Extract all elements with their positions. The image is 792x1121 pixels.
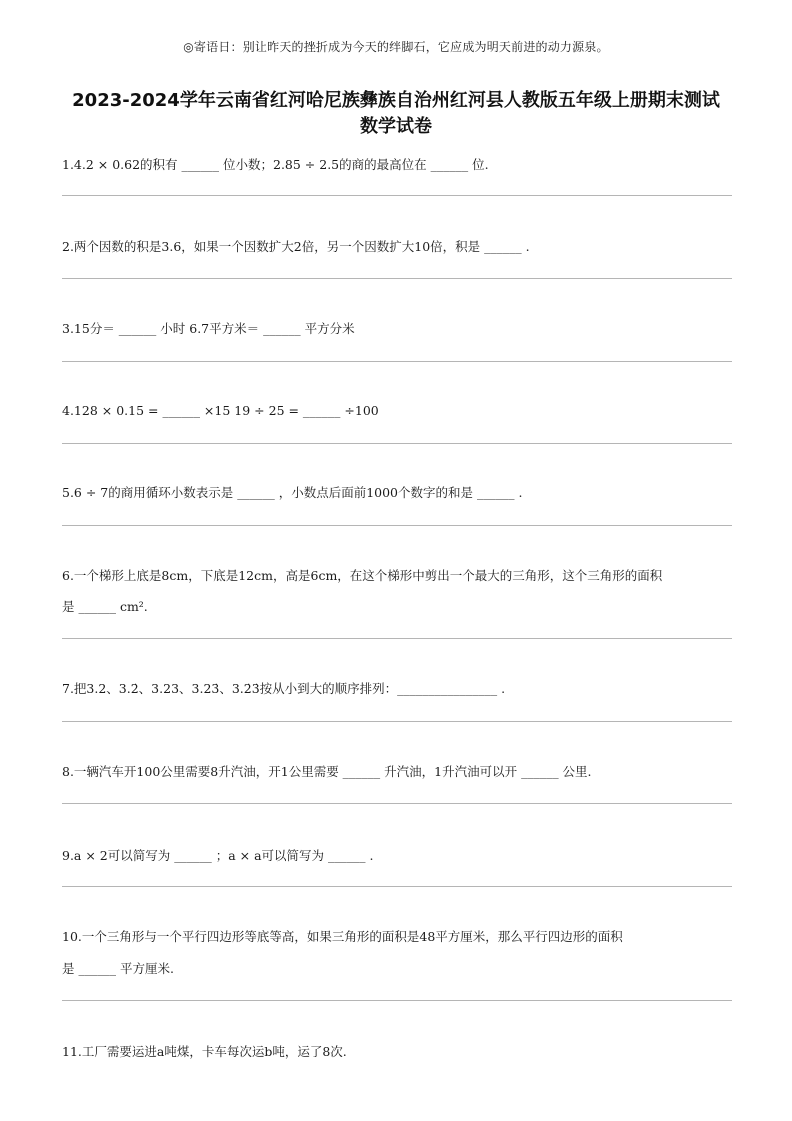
- question-9: 9.a × 2可以简写为 ______ ；a × a可以简写为 ______ .: [62, 848, 374, 863]
- answer-line: [62, 638, 732, 639]
- question-5: 5.6 ÷ 7的商用循环小数表示是 ______ ，小数点后面前1000个数字的和是 ______ .: [62, 485, 523, 500]
- answer-line: [62, 721, 732, 722]
- answer-line: [62, 443, 732, 444]
- answer-line: [62, 361, 732, 362]
- title-line-2: 数学试卷: [360, 116, 432, 137]
- answer-line: [62, 803, 732, 804]
- question-4: 4.128 × 0.15 = ______ ×15 19 ÷ 25 = ______ ÷100: [62, 403, 379, 418]
- answer-line: [62, 886, 732, 887]
- question-8: 8.一辆汽车开100公里需要8升汽油，开1公里需要 ______ 升汽油，1升汽油可以开 ______ 公里.: [62, 764, 592, 779]
- page-title: [20, 88, 772, 140]
- motto-banner: ◎寄语日：别让昨天的挫折成为今天的绊脚石，它应成为明天前进的动力源泉。: [183, 40, 609, 54]
- question-10-continued: 是 ______ 平方厘米.: [62, 961, 174, 976]
- question-2: 2.两个因数的积是3.6，如果一个因数扩大2倍，另一个因数扩大10倍，积是 ______ .: [62, 239, 530, 254]
- question-3: 3.15分＝ ______ 小时 6.7平方米＝ ______ 平方分米: [62, 321, 355, 336]
- answer-line: [62, 525, 732, 526]
- answer-line: [62, 195, 732, 196]
- question-6-continued: 是 ______ cm².: [62, 599, 148, 614]
- question-6: 6.一个梯形上底是8cm，下底是12cm，高是6cm，在这个梯形中剪出一个最大的三角形，这个三角形的面积: [62, 568, 663, 583]
- question-1: 1.4.2 × 0.62的积有 ______ 位小数；2.85 ÷ 2.5的商的最高位在 ______ 位.: [62, 157, 489, 172]
- answer-line: [62, 278, 732, 279]
- question-11: 11.工厂需要运进a吨煤，卡车每次运b吨，运了8次.: [62, 1044, 347, 1059]
- question-7: 7.把3.2、3.2̇、3.23、3.23̇、3.2̇3̇按从小到大的顺序排列：________________ .: [62, 681, 506, 696]
- title-line-1: 2023-2024学年云南省红河哈尼族彝族自治州红河县人教版五年级上册期末测试: [72, 90, 720, 111]
- answer-line: [62, 1000, 732, 1001]
- question-10: 10.一个三角形与一个平行四边形等底等高，如果三角形的面积是48平方厘米，那么平行四边形的面积: [62, 929, 623, 944]
